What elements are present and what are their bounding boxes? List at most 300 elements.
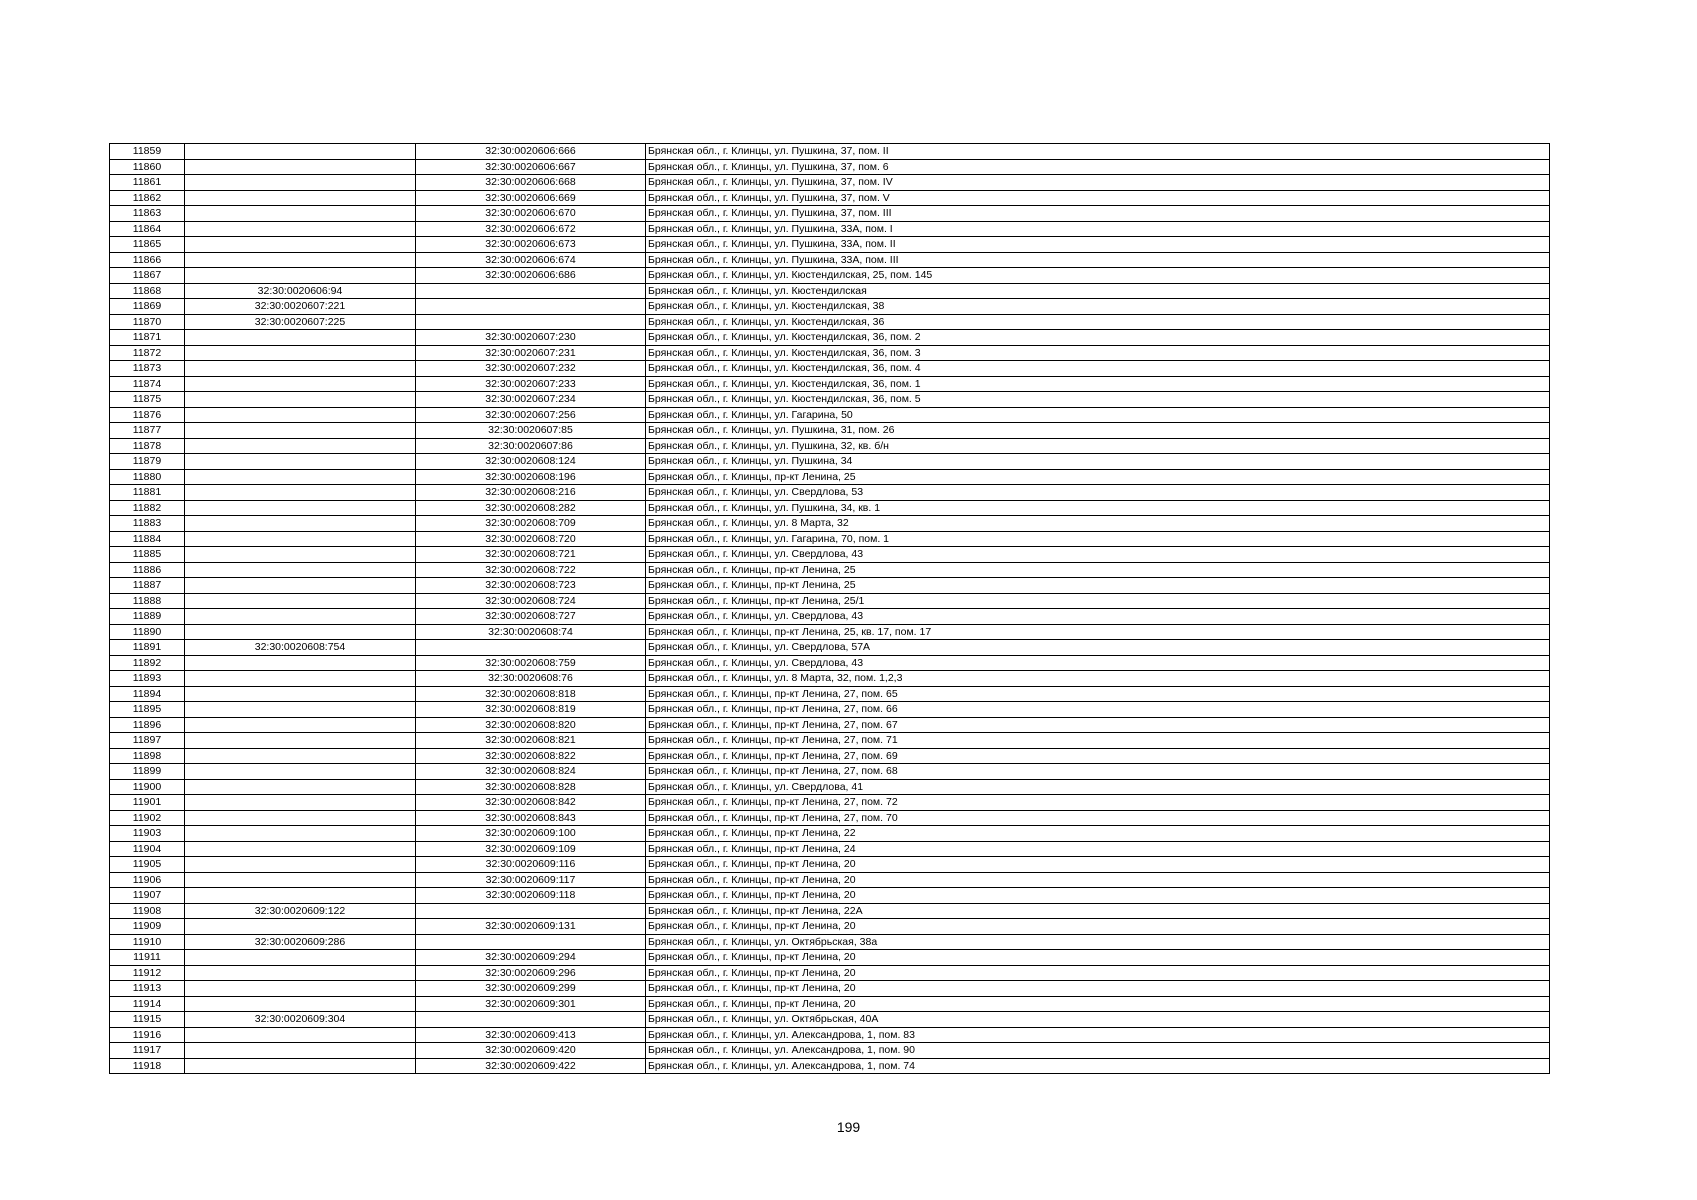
- parcel-number-cell: [185, 717, 416, 733]
- premise-number-cell: 32:30:0020608:824: [416, 764, 646, 780]
- parcel-number-cell: [185, 531, 416, 547]
- table-row: [110, 1043, 1550, 1059]
- table-row: [110, 702, 1550, 718]
- table-row: [110, 237, 1550, 253]
- premise-number-cell: 32:30:0020606:674: [416, 252, 646, 268]
- row-number-cell: 11916: [110, 1027, 185, 1043]
- address-cell: Брянская обл., г. Клинцы, ул. Кюстендилская, 36, пом. 4: [646, 361, 1550, 377]
- premise-number-cell: 32:30:0020608:843: [416, 810, 646, 826]
- premise-number-cell: 32:30:0020608:727: [416, 609, 646, 625]
- parcel-number-cell: [185, 345, 416, 361]
- row-number-cell: 11862: [110, 190, 185, 206]
- address-cell: Брянская обл., г. Клинцы, пр-кт Ленина, 20: [646, 965, 1550, 981]
- row-number-cell: 11888: [110, 593, 185, 609]
- row-number-cell: 11899: [110, 764, 185, 780]
- parcel-number-cell: [185, 826, 416, 842]
- table-row: [110, 547, 1550, 563]
- address-cell: Брянская обл., г. Клинцы, пр-кт Ленина, 27, пом. 65: [646, 686, 1550, 702]
- address-cell: Брянская обл., г. Клинцы, пр-кт Ленина, 20: [646, 919, 1550, 935]
- parcel-number-cell: [185, 841, 416, 857]
- premise-number-cell: 32:30:0020608:723: [416, 578, 646, 594]
- premise-number-cell: 32:30:0020609:413: [416, 1027, 646, 1043]
- row-number-cell: 11873: [110, 361, 185, 377]
- premise-number-cell: 32:30:0020606:670: [416, 206, 646, 222]
- row-number-cell: 11872: [110, 345, 185, 361]
- table-row: [110, 733, 1550, 749]
- address-cell: Брянская обл., г. Клинцы, пр-кт Ленина, 27, пом. 71: [646, 733, 1550, 749]
- parcel-number-cell: 32:30:0020609:122: [185, 903, 416, 919]
- table-row: [110, 1012, 1550, 1028]
- parcel-number-cell: [185, 516, 416, 532]
- address-cell: Брянская обл., г. Клинцы, пр-кт Ленина, 22А: [646, 903, 1550, 919]
- address-cell: Брянская обл., г. Клинцы, ул. Кюстендилская, 38: [646, 299, 1550, 315]
- premise-number-cell: 32:30:0020608:842: [416, 795, 646, 811]
- table-row: [110, 857, 1550, 873]
- premise-number-cell: 32:30:0020608:818: [416, 686, 646, 702]
- table-row: [110, 500, 1550, 516]
- premise-number-cell: 32:30:0020608:282: [416, 500, 646, 516]
- premise-number-cell: 32:30:0020608:724: [416, 593, 646, 609]
- table-row: [110, 1027, 1550, 1043]
- parcel-number-cell: [185, 423, 416, 439]
- parcel-number-cell: [185, 655, 416, 671]
- row-number-cell: 11861: [110, 175, 185, 191]
- table-row: [110, 190, 1550, 206]
- address-cell: Брянская обл., г. Клинцы, ул. Пушкина, 34: [646, 454, 1550, 470]
- registry-table: [109, 143, 1550, 1074]
- premise-number-cell: 32:30:0020609:131: [416, 919, 646, 935]
- table-row: [110, 438, 1550, 454]
- parcel-number-cell: [185, 237, 416, 253]
- address-cell: Брянская обл., г. Клинцы, ул. Свердлова, 57А: [646, 640, 1550, 656]
- address-cell: Брянская обл., г. Клинцы, ул. Гагарина, 70, пом. 1: [646, 531, 1550, 547]
- row-number-cell: 11906: [110, 872, 185, 888]
- page-number: 199: [836, 1119, 861, 1135]
- table-row: [110, 175, 1550, 191]
- table-row: [110, 795, 1550, 811]
- row-number-cell: 11878: [110, 438, 185, 454]
- parcel-number-cell: 32:30:0020607:221: [185, 299, 416, 315]
- premise-number-cell: 32:30:0020607:256: [416, 407, 646, 423]
- parcel-number-cell: [185, 748, 416, 764]
- address-cell: Брянская обл., г. Клинцы, пр-кт Ленина, 27, пом. 66: [646, 702, 1550, 718]
- table-row: [110, 919, 1550, 935]
- table-row: [110, 376, 1550, 392]
- parcel-number-cell: [185, 872, 416, 888]
- table-row: [110, 810, 1550, 826]
- table-row: [110, 826, 1550, 842]
- address-cell: Брянская обл., г. Клинцы, ул. Кюстендилская, 36, пом. 1: [646, 376, 1550, 392]
- table-row: [110, 950, 1550, 966]
- parcel-number-cell: [185, 500, 416, 516]
- premise-number-cell: [416, 640, 646, 656]
- address-cell: Брянская обл., г. Клинцы, пр-кт Ленина, 25: [646, 578, 1550, 594]
- table-row: [110, 159, 1550, 175]
- premise-number-cell: 32:30:0020609:116: [416, 857, 646, 873]
- address-cell: Брянская обл., г. Клинцы, ул. Пушкина, 37, пом. V: [646, 190, 1550, 206]
- table-row: [110, 779, 1550, 795]
- table-row: [110, 345, 1550, 361]
- parcel-number-cell: [185, 810, 416, 826]
- premise-number-cell: 32:30:0020609:301: [416, 996, 646, 1012]
- parcel-number-cell: [185, 330, 416, 346]
- row-number-cell: 11860: [110, 159, 185, 175]
- premise-number-cell: 32:30:0020608:819: [416, 702, 646, 718]
- row-number-cell: 11887: [110, 578, 185, 594]
- table-row: [110, 1058, 1550, 1074]
- parcel-number-cell: 32:30:0020609:286: [185, 934, 416, 950]
- parcel-number-cell: [185, 779, 416, 795]
- row-number-cell: 11885: [110, 547, 185, 563]
- table-row: [110, 903, 1550, 919]
- parcel-number-cell: [185, 733, 416, 749]
- premise-number-cell: 32:30:0020606:669: [416, 190, 646, 206]
- address-cell: Брянская обл., г. Клинцы, ул. Октябрьская, 38а: [646, 934, 1550, 950]
- parcel-number-cell: [185, 1058, 416, 1074]
- row-number-cell: 11876: [110, 407, 185, 423]
- premise-number-cell: 32:30:0020608:124: [416, 454, 646, 470]
- address-cell: Брянская обл., г. Клинцы, ул. Свердлова, 43: [646, 609, 1550, 625]
- address-cell: Брянская обл., г. Клинцы, ул. Пушкина, 37, пом. IV: [646, 175, 1550, 191]
- row-number-cell: 11914: [110, 996, 185, 1012]
- parcel-number-cell: [185, 996, 416, 1012]
- row-number-cell: 11883: [110, 516, 185, 532]
- parcel-number-cell: [185, 965, 416, 981]
- premise-number-cell: 32:30:0020608:821: [416, 733, 646, 749]
- row-number-cell: 11902: [110, 810, 185, 826]
- premise-number-cell: 32:30:0020606:672: [416, 221, 646, 237]
- premise-number-cell: 32:30:0020607:232: [416, 361, 646, 377]
- row-number-cell: 11915: [110, 1012, 185, 1028]
- table-row: [110, 144, 1550, 160]
- parcel-number-cell: [185, 221, 416, 237]
- parcel-number-cell: [185, 438, 416, 454]
- premise-number-cell: 32:30:0020607:234: [416, 392, 646, 408]
- table-row: [110, 671, 1550, 687]
- premise-number-cell: 32:30:0020608:822: [416, 748, 646, 764]
- parcel-number-cell: [185, 1043, 416, 1059]
- row-number-cell: 11864: [110, 221, 185, 237]
- parcel-number-cell: [185, 624, 416, 640]
- row-number-cell: 11859: [110, 144, 185, 160]
- premise-number-cell: 32:30:0020608:720: [416, 531, 646, 547]
- premise-number-cell: 32:30:0020609:100: [416, 826, 646, 842]
- table-row: [110, 593, 1550, 609]
- row-number-cell: 11889: [110, 609, 185, 625]
- parcel-number-cell: [185, 547, 416, 563]
- parcel-number-cell: 32:30:0020608:754: [185, 640, 416, 656]
- row-number-cell: 11875: [110, 392, 185, 408]
- address-cell: Брянская обл., г. Клинцы, пр-кт Ленина, 27, пом. 72: [646, 795, 1550, 811]
- address-cell: Брянская обл., г. Клинцы, ул. Кюстендилская, 36, пом. 2: [646, 330, 1550, 346]
- address-cell: Брянская обл., г. Клинцы, ул. 8 Марта, 32, пом. 1,2,3: [646, 671, 1550, 687]
- premise-number-cell: 32:30:0020609:299: [416, 981, 646, 997]
- row-number-cell: 11895: [110, 702, 185, 718]
- premise-number-cell: 32:30:0020607:233: [416, 376, 646, 392]
- row-number-cell: 11863: [110, 206, 185, 222]
- table-row: [110, 314, 1550, 330]
- row-number-cell: 11896: [110, 717, 185, 733]
- row-number-cell: 11892: [110, 655, 185, 671]
- address-cell: Брянская обл., г. Клинцы, ул. Александрова, 1, пом. 90: [646, 1043, 1550, 1059]
- row-number-cell: 11867: [110, 268, 185, 284]
- premise-number-cell: [416, 299, 646, 315]
- row-number-cell: 11910: [110, 934, 185, 950]
- parcel-number-cell: [185, 454, 416, 470]
- address-cell: Брянская обл., г. Клинцы, пр-кт Ленина, 27, пом. 69: [646, 748, 1550, 764]
- parcel-number-cell: [185, 1027, 416, 1043]
- row-number-cell: 11880: [110, 469, 185, 485]
- parcel-number-cell: [185, 578, 416, 594]
- premise-number-cell: 32:30:0020609:296: [416, 965, 646, 981]
- premise-number-cell: 32:30:0020609:294: [416, 950, 646, 966]
- parcel-number-cell: [185, 671, 416, 687]
- row-number-cell: 11901: [110, 795, 185, 811]
- table-row: [110, 330, 1550, 346]
- parcel-number-cell: [185, 376, 416, 392]
- row-number-cell: 11897: [110, 733, 185, 749]
- premise-number-cell: [416, 283, 646, 299]
- premise-number-cell: 32:30:0020608:722: [416, 562, 646, 578]
- premise-number-cell: [416, 1012, 646, 1028]
- row-number-cell: 11868: [110, 283, 185, 299]
- row-number-cell: 11903: [110, 826, 185, 842]
- table-row: [110, 283, 1550, 299]
- premise-number-cell: 32:30:0020607:86: [416, 438, 646, 454]
- parcel-number-cell: [185, 593, 416, 609]
- address-cell: Брянская обл., г. Клинцы, ул. Пушкина, 37, пом. II: [646, 144, 1550, 160]
- address-cell: Брянская обл., г. Клинцы, ул. Пушкина, 32, кв. б/н: [646, 438, 1550, 454]
- premise-number-cell: 32:30:0020606:666: [416, 144, 646, 160]
- address-cell: Брянская обл., г. Клинцы, пр-кт Ленина, 25: [646, 469, 1550, 485]
- row-number-cell: 11904: [110, 841, 185, 857]
- row-number-cell: 11874: [110, 376, 185, 392]
- row-number-cell: 11907: [110, 888, 185, 904]
- row-number-cell: 11900: [110, 779, 185, 795]
- address-cell: Брянская обл., г. Клинцы, пр-кт Ленина, 20: [646, 950, 1550, 966]
- address-cell: Брянская обл., г. Клинцы, ул. Кюстендилская, 36, пом. 5: [646, 392, 1550, 408]
- row-number-cell: 11869: [110, 299, 185, 315]
- address-cell: Брянская обл., г. Клинцы, ул. Пушкина, 37, пом. 6: [646, 159, 1550, 175]
- table-row: [110, 578, 1550, 594]
- row-number-cell: 11917: [110, 1043, 185, 1059]
- table-row: [110, 423, 1550, 439]
- address-cell: Брянская обл., г. Клинцы, ул. Свердлова, 53: [646, 485, 1550, 501]
- table-row: [110, 764, 1550, 780]
- table-row: [110, 206, 1550, 222]
- table-row: [110, 454, 1550, 470]
- table-row: [110, 965, 1550, 981]
- row-number-cell: 11891: [110, 640, 185, 656]
- address-cell: Брянская обл., г. Клинцы, ул. Пушкина, 33А, пом. I: [646, 221, 1550, 237]
- premise-number-cell: [416, 903, 646, 919]
- parcel-number-cell: [185, 702, 416, 718]
- address-cell: Брянская обл., г. Клинцы, ул. Гагарина, 50: [646, 407, 1550, 423]
- row-number-cell: 11870: [110, 314, 185, 330]
- premise-number-cell: 32:30:0020606:668: [416, 175, 646, 191]
- row-number-cell: 11877: [110, 423, 185, 439]
- premise-number-cell: 32:30:0020607:85: [416, 423, 646, 439]
- premise-number-cell: 32:30:0020608:196: [416, 469, 646, 485]
- row-number-cell: 11890: [110, 624, 185, 640]
- address-cell: Брянская обл., г. Клинцы, пр-кт Ленина, 20: [646, 872, 1550, 888]
- parcel-number-cell: [185, 686, 416, 702]
- premise-number-cell: 32:30:0020608:74: [416, 624, 646, 640]
- premise-number-cell: 32:30:0020608:828: [416, 779, 646, 795]
- parcel-number-cell: 32:30:0020606:94: [185, 283, 416, 299]
- row-number-cell: 11884: [110, 531, 185, 547]
- address-cell: Брянская обл., г. Клинцы, ул. Пушкина, 33А, пом. II: [646, 237, 1550, 253]
- address-cell: Брянская обл., г. Клинцы, ул. Кюстендилская: [646, 283, 1550, 299]
- table-row: [110, 299, 1550, 315]
- address-cell: Брянская обл., г. Клинцы, ул. Кюстендилская, 36, пом. 3: [646, 345, 1550, 361]
- registry-table-body: [110, 144, 1550, 1074]
- table-row: [110, 934, 1550, 950]
- parcel-number-cell: [185, 919, 416, 935]
- address-cell: Брянская обл., г. Клинцы, ул. Пушкина, 34, кв. 1: [646, 500, 1550, 516]
- premise-number-cell: [416, 934, 646, 950]
- table-row: [110, 609, 1550, 625]
- table-row: [110, 531, 1550, 547]
- parcel-number-cell: [185, 159, 416, 175]
- parcel-number-cell: [185, 252, 416, 268]
- table-row: [110, 361, 1550, 377]
- address-cell: Брянская обл., г. Клинцы, ул. Кюстендилская, 25, пом. 145: [646, 268, 1550, 284]
- parcel-number-cell: [185, 175, 416, 191]
- address-cell: Брянская обл., г. Клинцы, ул. Пушкина, 33А, пом. III: [646, 252, 1550, 268]
- parcel-number-cell: [185, 206, 416, 222]
- address-cell: Брянская обл., г. Клинцы, пр-кт Ленина, 27, пом. 67: [646, 717, 1550, 733]
- address-cell: Брянская обл., г. Клинцы, ул. Октябрьская, 40А: [646, 1012, 1550, 1028]
- table-row: [110, 888, 1550, 904]
- premise-number-cell: [416, 314, 646, 330]
- premise-number-cell: 32:30:0020609:118: [416, 888, 646, 904]
- address-cell: Брянская обл., г. Клинцы, ул. Александрова, 1, пом. 74: [646, 1058, 1550, 1074]
- premise-number-cell: 32:30:0020606:673: [416, 237, 646, 253]
- table-row: [110, 996, 1550, 1012]
- row-number-cell: 11908: [110, 903, 185, 919]
- row-number-cell: 11886: [110, 562, 185, 578]
- parcel-number-cell: [185, 144, 416, 160]
- parcel-number-cell: [185, 392, 416, 408]
- row-number-cell: 11918: [110, 1058, 185, 1074]
- table-row: [110, 655, 1550, 671]
- parcel-number-cell: [185, 562, 416, 578]
- table-row: [110, 516, 1550, 532]
- address-cell: Брянская обл., г. Клинцы, ул. Александрова, 1, пом. 83: [646, 1027, 1550, 1043]
- parcel-number-cell: 32:30:0020609:304: [185, 1012, 416, 1028]
- premise-number-cell: 32:30:0020609:420: [416, 1043, 646, 1059]
- parcel-number-cell: [185, 485, 416, 501]
- table-row: [110, 407, 1550, 423]
- row-number-cell: 11913: [110, 981, 185, 997]
- parcel-number-cell: [185, 764, 416, 780]
- parcel-number-cell: [185, 469, 416, 485]
- address-cell: Брянская обл., г. Клинцы, пр-кт Ленина, 20: [646, 888, 1550, 904]
- row-number-cell: 11865: [110, 237, 185, 253]
- table-row: [110, 221, 1550, 237]
- parcel-number-cell: [185, 857, 416, 873]
- premise-number-cell: 32:30:0020608:709: [416, 516, 646, 532]
- table-row: [110, 624, 1550, 640]
- premise-number-cell: 32:30:0020609:117: [416, 872, 646, 888]
- row-number-cell: 11912: [110, 965, 185, 981]
- parcel-number-cell: [185, 361, 416, 377]
- premise-number-cell: 32:30:0020608:216: [416, 485, 646, 501]
- table-row: [110, 485, 1550, 501]
- premise-number-cell: 32:30:0020609:109: [416, 841, 646, 857]
- address-cell: Брянская обл., г. Клинцы, пр-кт Ленина, 27, пом. 68: [646, 764, 1550, 780]
- address-cell: Брянская обл., г. Клинцы, ул. Пушкина, 37, пом. III: [646, 206, 1550, 222]
- table-row: [110, 469, 1550, 485]
- premise-number-cell: 32:30:0020606:686: [416, 268, 646, 284]
- table-row: [110, 841, 1550, 857]
- row-number-cell: 11893: [110, 671, 185, 687]
- parcel-number-cell: [185, 795, 416, 811]
- parcel-number-cell: [185, 981, 416, 997]
- row-number-cell: 11871: [110, 330, 185, 346]
- address-cell: Брянская обл., г. Клинцы, ул. Свердлова, 43: [646, 547, 1550, 563]
- table-row: [110, 252, 1550, 268]
- table-row: [110, 640, 1550, 656]
- table-row: [110, 268, 1550, 284]
- row-number-cell: 11898: [110, 748, 185, 764]
- address-cell: Брянская обл., г. Клинцы, пр-кт Ленина, 24: [646, 841, 1550, 857]
- table-row: [110, 686, 1550, 702]
- parcel-number-cell: [185, 268, 416, 284]
- address-cell: Брянская обл., г. Клинцы, пр-кт Ленина, 25, кв. 17, пом. 17: [646, 624, 1550, 640]
- table-row: [110, 872, 1550, 888]
- row-number-cell: 11909: [110, 919, 185, 935]
- address-cell: Брянская обл., г. Клинцы, ул. Кюстендилская, 36: [646, 314, 1550, 330]
- row-number-cell: 11911: [110, 950, 185, 966]
- parcel-number-cell: [185, 609, 416, 625]
- row-number-cell: 11882: [110, 500, 185, 516]
- premise-number-cell: 32:30:0020608:721: [416, 547, 646, 563]
- premise-number-cell: 32:30:0020607:230: [416, 330, 646, 346]
- premise-number-cell: 32:30:0020606:667: [416, 159, 646, 175]
- table-row: [110, 562, 1550, 578]
- address-cell: Брянская обл., г. Клинцы, пр-кт Ленина, 20: [646, 857, 1550, 873]
- address-cell: Брянская обл., г. Клинцы, ул. 8 Марта, 32: [646, 516, 1550, 532]
- address-cell: Брянская обл., г. Клинцы, пр-кт Ленина, 25/1: [646, 593, 1550, 609]
- address-cell: Брянская обл., г. Клинцы, ул. Свердлова, 41: [646, 779, 1550, 795]
- table-row: [110, 748, 1550, 764]
- row-number-cell: 11881: [110, 485, 185, 501]
- premise-number-cell: 32:30:0020608:759: [416, 655, 646, 671]
- parcel-number-cell: [185, 190, 416, 206]
- table-row: [110, 717, 1550, 733]
- row-number-cell: 11894: [110, 686, 185, 702]
- parcel-number-cell: [185, 888, 416, 904]
- parcel-number-cell: [185, 407, 416, 423]
- row-number-cell: 11879: [110, 454, 185, 470]
- address-cell: Брянская обл., г. Клинцы, пр-кт Ленина, 25: [646, 562, 1550, 578]
- parcel-number-cell: [185, 950, 416, 966]
- table-row: [110, 392, 1550, 408]
- address-cell: Брянская обл., г. Клинцы, пр-кт Ленина, 20: [646, 996, 1550, 1012]
- premise-number-cell: 32:30:0020607:231: [416, 345, 646, 361]
- parcel-number-cell: 32:30:0020607:225: [185, 314, 416, 330]
- premise-number-cell: 32:30:0020609:422: [416, 1058, 646, 1074]
- address-cell: Брянская обл., г. Клинцы, ул. Пушкина, 31, пом. 26: [646, 423, 1550, 439]
- address-cell: Брянская обл., г. Клинцы, ул. Свердлова, 43: [646, 655, 1550, 671]
- row-number-cell: 11866: [110, 252, 185, 268]
- address-cell: Брянская обл., г. Клинцы, пр-кт Ленина, 20: [646, 981, 1550, 997]
- table-row: [110, 981, 1550, 997]
- premise-number-cell: 32:30:0020608:76: [416, 671, 646, 687]
- address-cell: Брянская обл., г. Клинцы, пр-кт Ленина, 22: [646, 826, 1550, 842]
